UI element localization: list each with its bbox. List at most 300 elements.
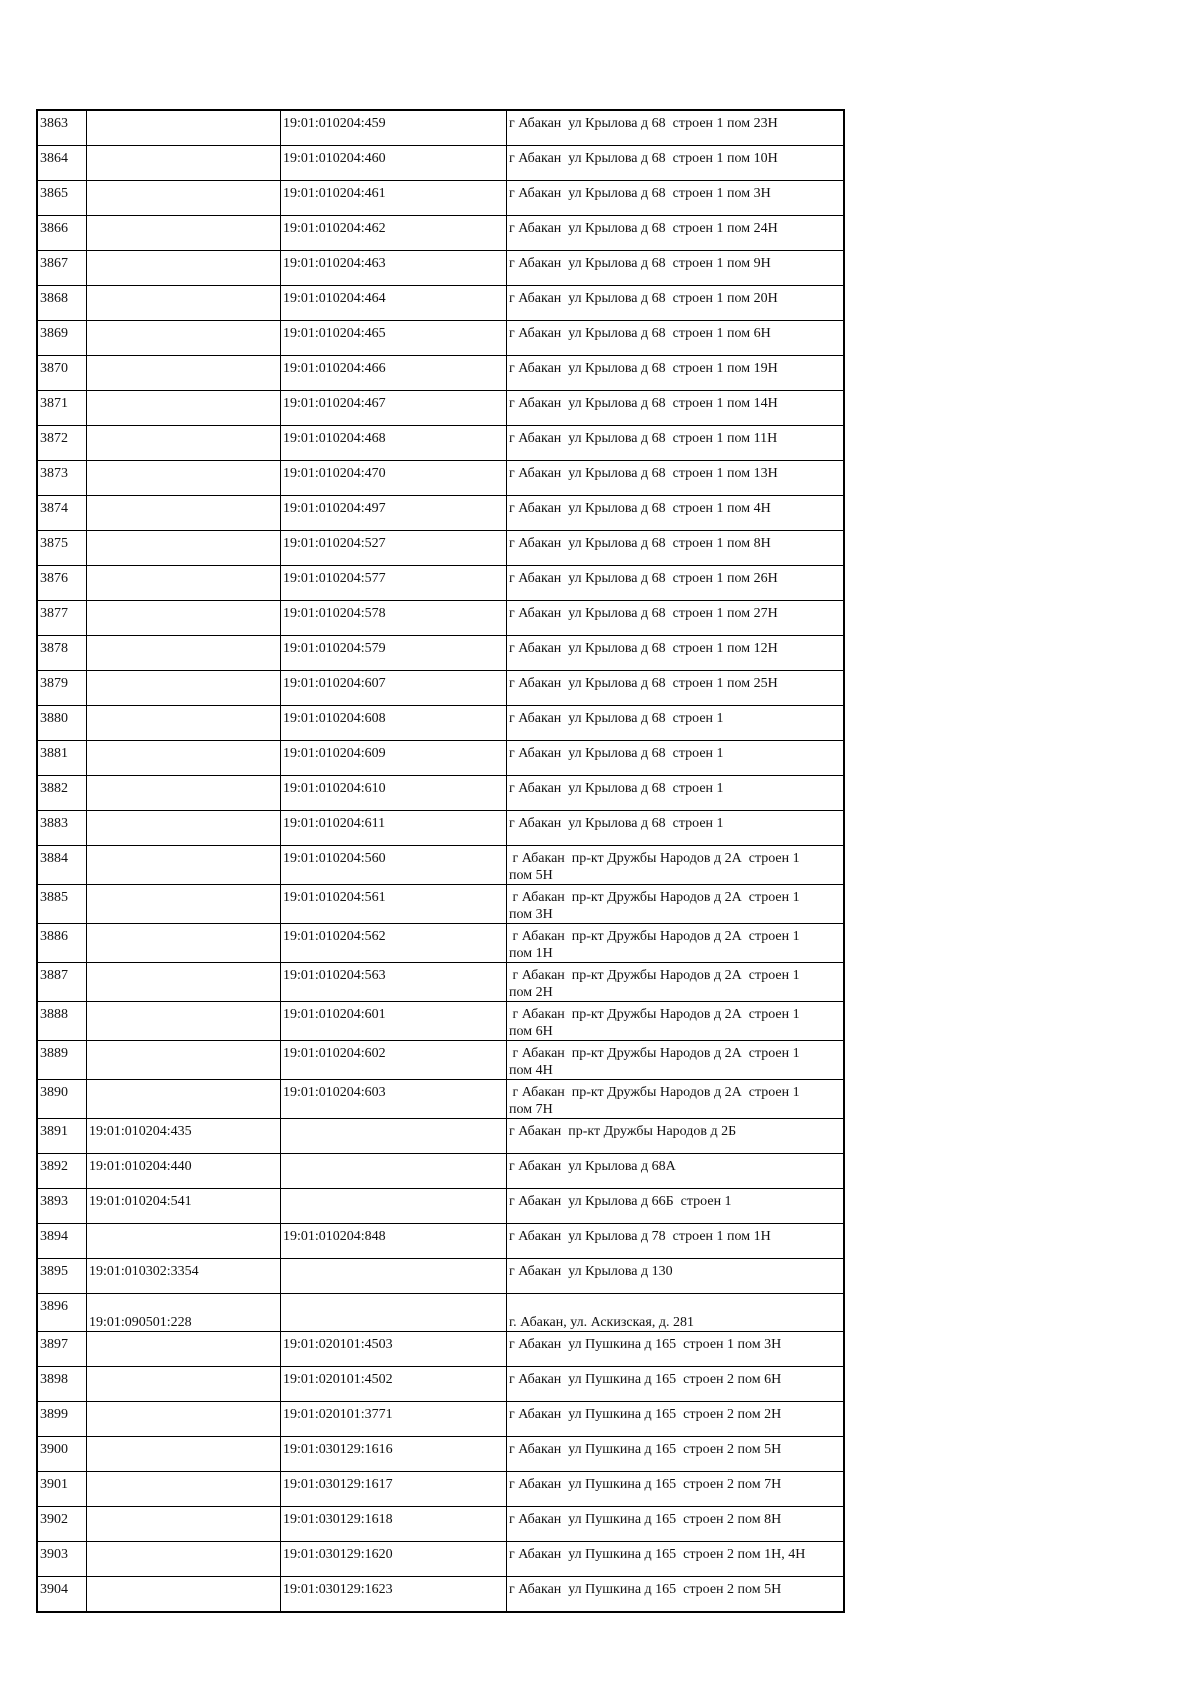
cadastral-number-land-cell [87, 1507, 281, 1542]
address: г Абакан ул Крылова д 66Б строен 1 [509, 1194, 732, 1209]
row-number-cell [37, 1332, 87, 1367]
address: г Абакан ул Пушкина д 165 строен 2 пом 7Н [509, 1477, 782, 1492]
cadastral-number-land-cell [87, 110, 281, 146]
address: г Абакан ул Крылова д 68 строен 1 [509, 711, 724, 726]
table-row [37, 924, 844, 963]
cadastral-number-land [89, 1402, 278, 1406]
row-number-cell [37, 1472, 87, 1507]
cadastral-number-premises: 19:01:010204:462 [283, 221, 386, 236]
row-number: 3898 [40, 1372, 68, 1387]
table-row [37, 601, 844, 636]
address: г Абакан ул Крылова д 68 строен 1 пом 27Н [509, 606, 778, 621]
row-number-cell [37, 1041, 87, 1080]
row-number-cell [37, 924, 87, 963]
cadastral-number-premises [283, 1154, 504, 1158]
table-row [37, 741, 844, 776]
table-row [37, 963, 844, 1002]
row-number-cell [37, 251, 87, 286]
address: г Абакан ул Крылова д 68 строен 1 пом 20Н [509, 291, 778, 306]
cadastral-number-premises: 19:01:010204:527 [283, 536, 386, 551]
address-cell [507, 1119, 845, 1154]
cadastral-number-land-cell [87, 811, 281, 846]
row-number: 3884 [40, 851, 68, 866]
table-row [37, 461, 844, 496]
cadastral-number-premises: 19:01:010204:563 [283, 968, 386, 983]
cadastral-number-land [89, 286, 278, 290]
row-number-cell [37, 321, 87, 356]
address: г Абакан ул Крылова д 78 строен 1 пом 1Н [509, 1229, 771, 1244]
cadastral-number-premises: 19:01:030129:1620 [283, 1547, 393, 1562]
table-row [37, 1002, 844, 1041]
cadastral-number-premises-cell [281, 1402, 507, 1437]
row-number-cell [37, 426, 87, 461]
cadastral-number-premises: 19:01:010204:468 [283, 431, 386, 446]
cadastral-number-land [89, 356, 278, 360]
address: г Абакан ул Крылова д 68 строен 1 пом 14Н [509, 396, 778, 411]
table-row [37, 846, 844, 885]
cadastral-number-land [89, 776, 278, 780]
address: г Абакан ул Крылова д 68 строен 1 [509, 816, 724, 831]
address-cell [507, 1472, 845, 1507]
address: г. Абакан, ул. Аскизская, д. 281 [509, 1315, 694, 1330]
row-number-cell [37, 1119, 87, 1154]
row-number: 3871 [40, 396, 68, 411]
cadastral-number-premises: 19:01:030129:1618 [283, 1512, 393, 1527]
address: г Абакан ул Пушкина д 165 строен 1 пом 3Н [509, 1337, 782, 1352]
cadastral-number-premises-cell [281, 601, 507, 636]
row-number-cell [37, 811, 87, 846]
cadastral-number-land-cell [87, 216, 281, 251]
cadastral-number-premises-cell [281, 924, 507, 963]
address-cell [507, 110, 845, 146]
cadastral-number-land [89, 426, 278, 430]
address-cell [507, 251, 845, 286]
row-number: 3874 [40, 501, 68, 516]
address: г Абакан ул Крылова д 68 строен 1 пом 6Н [509, 326, 771, 341]
cadastral-number-premises-cell [281, 776, 507, 811]
cadastral-number-land-cell [87, 706, 281, 741]
cadastral-number-land [89, 846, 278, 850]
cadastral-number-land [89, 461, 278, 465]
address: г Абакан ул Крылова д 68 строен 1 [509, 746, 724, 761]
address-cell [507, 391, 845, 426]
row-number: 3880 [40, 711, 68, 726]
row-number-cell [37, 601, 87, 636]
row-number: 3899 [40, 1407, 68, 1422]
row-number: 3903 [40, 1547, 68, 1562]
row-number-cell [37, 391, 87, 426]
address-cell [507, 1041, 845, 1080]
address-cell [507, 426, 845, 461]
row-number-cell [37, 1437, 87, 1472]
cadastral-number-premises [283, 1294, 504, 1314]
cadastral-number-land-cell [87, 1119, 281, 1154]
row-number: 3867 [40, 256, 68, 271]
table-row [37, 321, 844, 356]
address: г Абакан ул Крылова д 68 строен 1 пом 10Н [509, 151, 778, 166]
row-number: 3895 [40, 1264, 68, 1279]
cadastral-number-land: 19:01:090501:228 [89, 1315, 192, 1330]
table-row [37, 391, 844, 426]
address-cell [507, 216, 845, 251]
cadastral-number-premises: 19:01:010204:603 [283, 1085, 386, 1100]
cadastral-number-premises: 19:01:010204:459 [283, 116, 386, 131]
table-row [37, 1367, 844, 1402]
cadastral-number-land-cell [87, 601, 281, 636]
cadastral-number-land: 19:01:010204:541 [89, 1194, 192, 1209]
cadastral-number-premises-cell [281, 1189, 507, 1224]
cadastral-number-premises-cell [281, 566, 507, 601]
table-row [37, 1507, 844, 1542]
row-number: 3901 [40, 1477, 68, 1492]
cadastral-number-land-cell [87, 1577, 281, 1613]
row-number: 3868 [40, 291, 68, 306]
row-number-cell [37, 1402, 87, 1437]
cadastral-number-land [89, 216, 278, 220]
address-cell [507, 1259, 845, 1294]
address-cell [507, 1367, 845, 1402]
cadastral-number-land-cell [87, 496, 281, 531]
row-number: 3882 [40, 781, 68, 796]
row-number-cell [37, 706, 87, 741]
address: г Абакан ул Крылова д 68 строен 1 пом 26Н [509, 571, 778, 586]
table-row [37, 1472, 844, 1507]
cadastral-number-land [89, 741, 278, 745]
cadastral-number-land [89, 1332, 278, 1336]
cadastral-number-land [89, 321, 278, 325]
cadastral-number-premises-cell [281, 885, 507, 924]
cadastral-number-land-cell [87, 1154, 281, 1189]
row-number: 3876 [40, 571, 68, 586]
cadastral-number-premises-cell [281, 671, 507, 706]
address: г Абакан ул Крылова д 68А [509, 1159, 676, 1174]
row-number: 3893 [40, 1194, 68, 1209]
row-number: 3875 [40, 536, 68, 551]
cadastral-number-premises: 19:01:010204:464 [283, 291, 386, 306]
address: г Абакан пр-кт Дружбы Народов д 2А строен 1 пом 5Н [509, 851, 804, 883]
cadastral-number-land-cell [87, 1259, 281, 1294]
address-cell [507, 146, 845, 181]
table-row [37, 1119, 844, 1154]
address-cell [507, 1154, 845, 1189]
cadastral-number-premises: 19:01:010204:608 [283, 711, 386, 726]
address: г Абакан пр-кт Дружбы Народов д 2А строен 1 пом 4Н [509, 1046, 804, 1078]
cadastral-number-land-cell [87, 1189, 281, 1224]
cadastral-number-premises: 19:01:010204:610 [283, 781, 386, 796]
cadastral-number-land-cell [87, 391, 281, 426]
address: г Абакан ул Пушкина д 165 строен 2 пом 6Н [509, 1372, 782, 1387]
cadastral-number-premises-cell [281, 1294, 507, 1332]
cadastral-number-land [89, 636, 278, 640]
cadastral-number-land [89, 181, 278, 185]
address: г Абакан ул Крылова д 68 строен 1 пом 24Н [509, 221, 778, 236]
cadastral-number-land-cell [87, 251, 281, 286]
row-number-cell [37, 1542, 87, 1577]
row-number-cell [37, 776, 87, 811]
address-cell [507, 1507, 845, 1542]
address-cell [507, 286, 845, 321]
cadastral-number-premises-cell [281, 846, 507, 885]
cadastral-number-land [89, 963, 278, 967]
cadastral-number-premises-cell [281, 216, 507, 251]
cadastral-number-premises-cell [281, 706, 507, 741]
row-number-cell [37, 1577, 87, 1613]
cadastral-number-land [89, 885, 278, 889]
cadastral-number-premises-cell [281, 1041, 507, 1080]
table-row [37, 531, 844, 566]
address-cell [507, 1002, 845, 1041]
cadastral-number-premises: 19:01:010204:463 [283, 256, 386, 271]
cadastral-number-premises-cell [281, 1259, 507, 1294]
address-cell [507, 741, 845, 776]
address: г Абакан ул Пушкина д 165 строен 2 пом 2Н [509, 1407, 782, 1422]
cadastral-number-premises-cell [281, 496, 507, 531]
cadastral-number-premises-cell [281, 1002, 507, 1041]
row-number-cell [37, 1259, 87, 1294]
cadastral-number-land-cell [87, 531, 281, 566]
table-row [37, 706, 844, 741]
address: г Абакан ул Крылова д 68 строен 1 пом 25Н [509, 676, 778, 691]
cadastral-number-premises: 19:01:010204:607 [283, 676, 386, 691]
row-number-cell [37, 531, 87, 566]
cadastral-number-land-cell [87, 426, 281, 461]
row-number: 3889 [40, 1046, 68, 1061]
row-number: 3870 [40, 361, 68, 376]
cadastral-number-premises: 19:01:010204:466 [283, 361, 386, 376]
cadastral-number-land [89, 1080, 278, 1084]
row-number: 3864 [40, 151, 68, 166]
address-cell [507, 531, 845, 566]
cadastral-number-premises [283, 1189, 504, 1193]
cadastral-number-land [89, 1507, 278, 1511]
table-row [37, 426, 844, 461]
row-number-cell [37, 846, 87, 885]
table-row [37, 1154, 844, 1189]
cadastral-number-land [89, 146, 278, 150]
address-cell [507, 1542, 845, 1577]
cadastral-number-premises: 19:01:010204:560 [283, 851, 386, 866]
cadastral-number-premises-cell [281, 1507, 507, 1542]
address: г Абакан пр-кт Дружбы Народов д 2А строен 1 пом 1Н [509, 929, 804, 961]
cadastral-number-land-cell [87, 963, 281, 1002]
cadastral-number-premises-cell [281, 1577, 507, 1613]
table-row [37, 1437, 844, 1472]
row-number-cell [37, 216, 87, 251]
cadastral-number-premises: 19:01:030129:1623 [283, 1582, 393, 1597]
cadastral-number-premises: 19:01:020101:3771 [283, 1407, 393, 1422]
table-row [37, 1259, 844, 1294]
row-number: 3896 [40, 1299, 68, 1314]
row-number: 3900 [40, 1442, 68, 1457]
cadastral-number-premises: 19:01:030129:1616 [283, 1442, 393, 1457]
row-number-cell [37, 671, 87, 706]
row-number: 3888 [40, 1007, 68, 1022]
row-number: 3873 [40, 466, 68, 481]
address: г Абакан пр-кт Дружбы Народов д 2А строен 1 пом 6Н [509, 1007, 804, 1039]
table-row [37, 1041, 844, 1080]
cadastral-number-land [89, 1542, 278, 1546]
cadastral-number-premises-cell [281, 1119, 507, 1154]
cadastral-number-land-cell [87, 356, 281, 391]
address-cell [507, 963, 845, 1002]
address-cell [507, 356, 845, 391]
cadastral-number-land-cell [87, 671, 281, 706]
row-number-cell [37, 963, 87, 1002]
cadastral-number-premises-cell [281, 1542, 507, 1577]
address-cell [507, 601, 845, 636]
cadastral-number-premises: 19:01:010204:460 [283, 151, 386, 166]
cadastral-number-premises-cell [281, 181, 507, 216]
cadastral-number-premises-cell [281, 391, 507, 426]
address: г Абакан ул Крылова д 68 строен 1 пом 12Н [509, 641, 778, 656]
row-number: 3890 [40, 1085, 68, 1100]
cadastral-number-land [89, 1367, 278, 1371]
address-cell [507, 1294, 845, 1332]
cadastral-number-premises-cell [281, 251, 507, 286]
cadastral-number-land-cell [87, 776, 281, 811]
cadastral-number-land [89, 531, 278, 535]
row-number-cell [37, 885, 87, 924]
cadastral-number-land [89, 924, 278, 928]
cadastral-number-premises-cell [281, 461, 507, 496]
address-cell [507, 776, 845, 811]
cadastral-number-premises: 19:01:010204:611 [283, 816, 386, 831]
property-table [36, 109, 845, 1613]
cadastral-number-premises-cell [281, 356, 507, 391]
cadastral-number-land [89, 391, 278, 395]
cadastral-number-land-cell [87, 1367, 281, 1402]
cadastral-number-premises: 19:01:010204:561 [283, 890, 386, 905]
address-cell [507, 811, 845, 846]
cadastral-number-land-cell [87, 1080, 281, 1119]
cadastral-number-land [89, 706, 278, 710]
cadastral-number-premises-cell [281, 1154, 507, 1189]
row-number: 3878 [40, 641, 68, 656]
cadastral-number-premises: 19:01:010204:601 [283, 1007, 386, 1022]
cadastral-number-land-cell [87, 741, 281, 776]
cadastral-number-premises: 19:01:010204:497 [283, 501, 386, 516]
table-row [37, 1189, 844, 1224]
row-number-cell [37, 566, 87, 601]
row-number: 3877 [40, 606, 68, 621]
table-row [37, 566, 844, 601]
cadastral-number-premises: 19:01:010204:465 [283, 326, 386, 341]
cadastral-number-premises-cell [281, 1224, 507, 1259]
cadastral-number-land-cell [87, 1402, 281, 1437]
address: г Абакан ул Крылова д 68 строен 1 пом 23Н [509, 116, 778, 131]
address-cell [507, 885, 845, 924]
table-row [37, 110, 844, 146]
address-cell [507, 706, 845, 741]
address-cell [507, 181, 845, 216]
address-cell [507, 1402, 845, 1437]
cadastral-number-premises: 19:01:010204:609 [283, 746, 386, 761]
cadastral-number-land [89, 1224, 278, 1228]
cadastral-number-premises: 19:01:010204:461 [283, 186, 386, 201]
table-row [37, 1332, 844, 1367]
cadastral-number-premises-cell [281, 321, 507, 356]
address-cell [507, 1332, 845, 1367]
row-number-cell [37, 1154, 87, 1189]
address: г Абакан пр-кт Дружбы Народов д 2А строен 1 пом 7Н [509, 1085, 804, 1117]
address-cell [507, 636, 845, 671]
row-number: 3891 [40, 1124, 68, 1139]
address-cell [507, 924, 845, 963]
cadastral-number-land [89, 601, 278, 605]
cadastral-number-land: 19:01:010302:3354 [89, 1264, 199, 1279]
cadastral-number-land-cell [87, 1332, 281, 1367]
table-row [37, 251, 844, 286]
cadastral-number-land-cell [87, 1294, 281, 1332]
cadastral-number-land [89, 1002, 278, 1006]
table-row [37, 1542, 844, 1577]
table-row [37, 671, 844, 706]
cadastral-number-land [89, 496, 278, 500]
table-row [37, 146, 844, 181]
cadastral-number-premises-cell [281, 636, 507, 671]
cadastral-number-land: 19:01:010204:435 [89, 1124, 192, 1139]
table-row [37, 1294, 844, 1332]
address: г Абакан ул Крылова д 68 строен 1 пом 19Н [509, 361, 778, 376]
row-number: 3872 [40, 431, 68, 446]
cadastral-number-premises [283, 1119, 504, 1123]
cadastral-number-premises-cell [281, 811, 507, 846]
cadastral-number-land-cell [87, 885, 281, 924]
cadastral-number-land [89, 671, 278, 675]
row-number: 3869 [40, 326, 68, 341]
cadastral-number-land-cell [87, 1542, 281, 1577]
address-cell [507, 1224, 845, 1259]
row-number-cell [37, 741, 87, 776]
row-number-cell [37, 1002, 87, 1041]
table-row [37, 776, 844, 811]
cadastral-number-premises-cell [281, 1332, 507, 1367]
cadastral-number-premises-cell [281, 963, 507, 1002]
cadastral-number-land-cell [87, 1472, 281, 1507]
row-number: 3886 [40, 929, 68, 944]
table-row [37, 636, 844, 671]
table-row [37, 811, 844, 846]
cadastral-number-premises-cell [281, 1437, 507, 1472]
row-number-cell [37, 286, 87, 321]
cadastral-number-land-cell [87, 321, 281, 356]
row-number-cell [37, 1224, 87, 1259]
row-number-cell [37, 496, 87, 531]
cadastral-number-premises-cell [281, 110, 507, 146]
cadastral-number-premises: 19:01:030129:1617 [283, 1477, 393, 1492]
address: г Абакан пр-кт Дружбы Народов д 2Б [509, 1124, 737, 1139]
cadastral-number-land [89, 1472, 278, 1476]
cadastral-number-land-cell [87, 846, 281, 885]
table-row [37, 1224, 844, 1259]
cadastral-number-premises: 19:01:010204:848 [283, 1229, 386, 1244]
address-cell [507, 1189, 845, 1224]
cadastral-number-premises-cell [281, 741, 507, 776]
row-number: 3866 [40, 221, 68, 236]
table-row [37, 356, 844, 391]
cadastral-number-premises: 19:01:010204:579 [283, 641, 386, 656]
row-number-cell [37, 461, 87, 496]
cadastral-number-premises: 19:01:020101:4502 [283, 1372, 393, 1387]
cadastral-number-land-cell [87, 566, 281, 601]
cadastral-number-premises-cell [281, 286, 507, 321]
address-cell [507, 461, 845, 496]
table-row [37, 1402, 844, 1437]
cadastral-number-land [89, 1577, 278, 1581]
row-number-cell [37, 1367, 87, 1402]
address-cell [507, 1437, 845, 1472]
address-cell [507, 1080, 845, 1119]
